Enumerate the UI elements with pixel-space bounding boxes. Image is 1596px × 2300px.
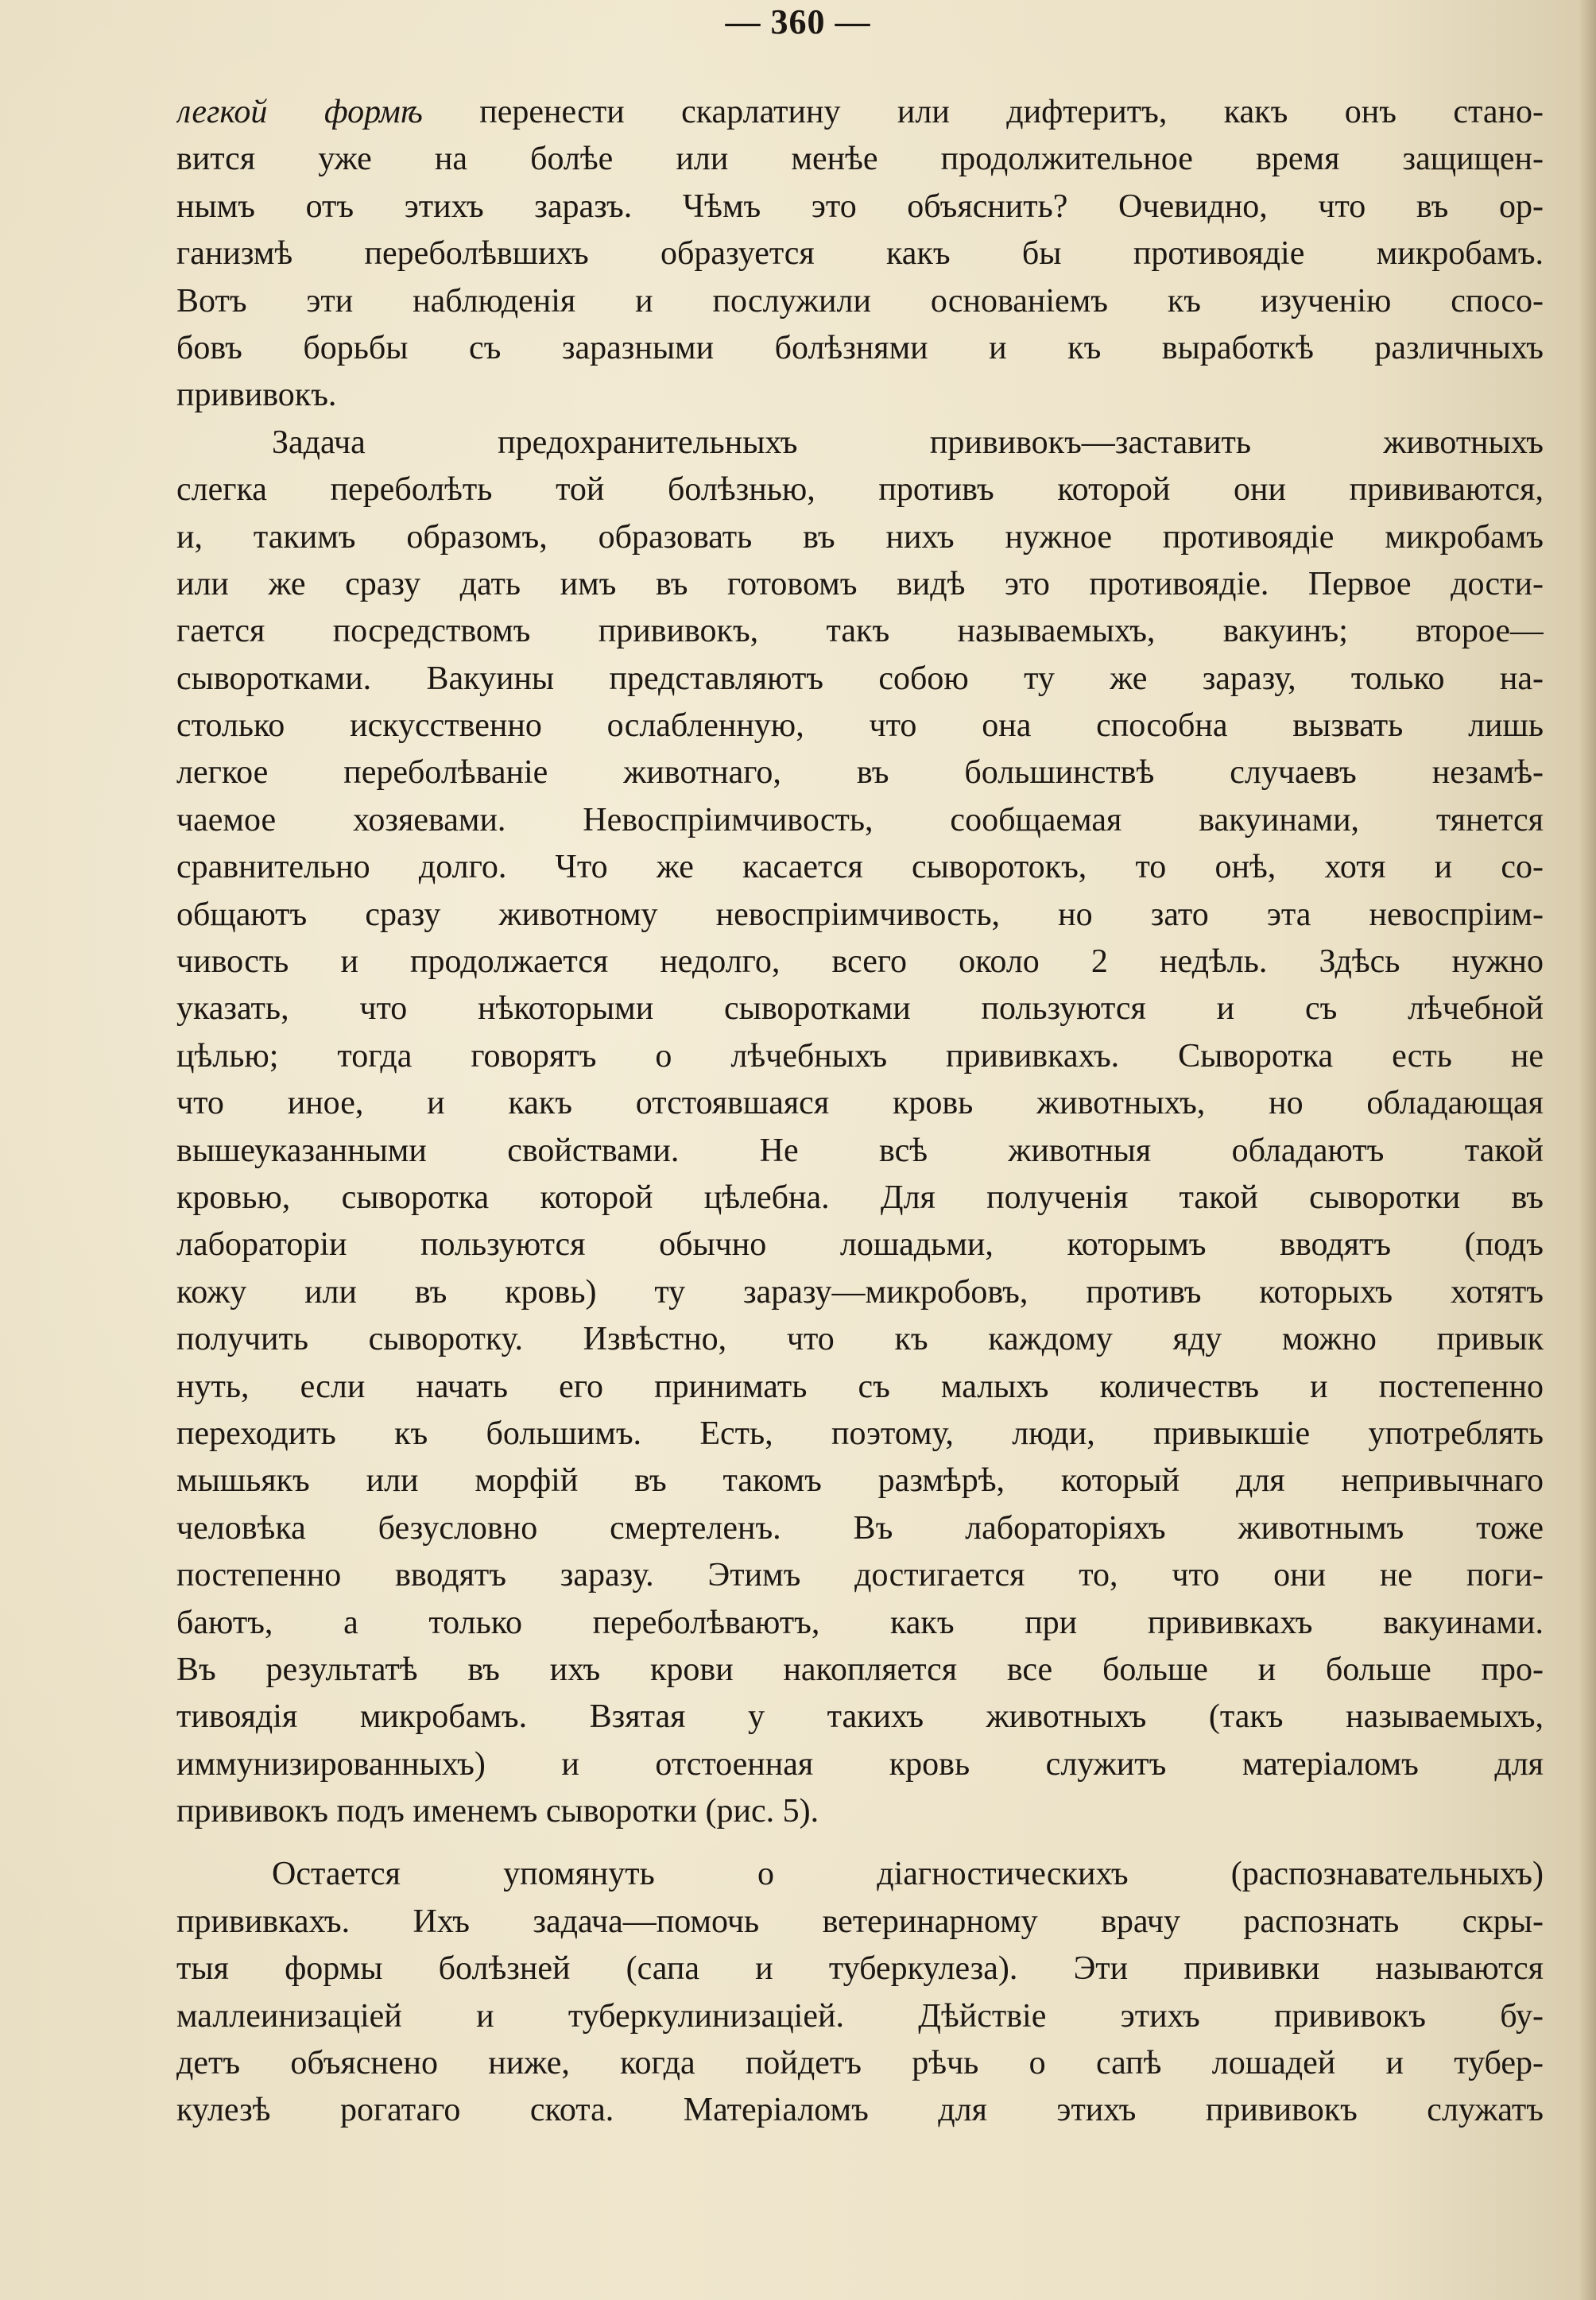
text-line: вышеуказанными свойствами. Не всѣ животныя обладаютъ такой: [176, 1132, 1544, 1169]
text-line: и, такимъ образомъ, образовать въ нихъ нужное противоядіе микробамъ: [176, 518, 1544, 556]
text-line: нуть, если начать его принимать съ малыхъ количествъ и постепенно: [176, 1368, 1544, 1405]
text-line: ганизмѣ переболѣвшихъ образуется какъ бы противоядіе микробамъ.: [176, 235, 1544, 273]
text-line: указать, что нѣкоторыми сыворотками пользуются и съ лѣчебной: [176, 990, 1544, 1028]
text-line: кожу или въ кровь) ту заразу—микробовъ, противъ которыхъ хотятъ: [176, 1273, 1544, 1311]
text-line: прививкахъ. Ихъ задача—помочь ветеринарному врачу распознать скры-: [176, 1903, 1544, 1940]
text-line: что иное, и какъ отстоявшаяся кровь животныхъ, но обладающая: [176, 1085, 1544, 1122]
text-line: Въ результатѣ въ ихъ крови накопляется все больше и больше про-: [176, 1651, 1544, 1688]
italic-phrase: легкой формѣ: [176, 94, 423, 130]
text-line: лабораторіи пользуются обычно лошадьми, которымъ вводятъ (подъ: [176, 1226, 1544, 1264]
text-line: маллеинизаціей и туберкулинизаціей. Дѣйствіе этихъ прививокъ бу-: [176, 1997, 1544, 2035]
text-line: сыворотками. Вакуины представляютъ собою ту же заразу, только на-: [176, 660, 1544, 697]
text-line: кровью, сыворотка которой цѣлебна. Для полученія такой сыворотки въ: [176, 1179, 1544, 1216]
text-line: гается посредствомъ прививокъ, такъ называемыхъ, вакуинъ; второе—: [176, 613, 1544, 650]
paragraph-1: [176, 89, 1544, 420]
page-edge-shadow: [1579, 0, 1596, 2300]
text-line: кулезѣ рогатаго скота. Матеріаломъ для этихъ прививокъ служатъ: [176, 2092, 1544, 2129]
text-line-content: перенести скарлатину или дифтеритъ, какъ онъ стано-: [422, 94, 1544, 130]
text-line: цѣлью; тогда говорятъ о лѣчебныхъ прививкахъ. Сыворотка есть не: [176, 1037, 1544, 1074]
text-line: прививокъ.: [176, 377, 337, 414]
text-line: иммунизированныхъ) и отстоенная кровь служитъ матеріаломъ для: [176, 1745, 1544, 1783]
text-line: переходить къ большимъ. Есть, поэтому, люди, привыкшіе употреблять: [176, 1415, 1544, 1452]
text-line: прививокъ подъ именемъ сыворотки (рис. 5).: [176, 1793, 819, 1830]
text-line: сравнительно долго. Что же касается сыворотокъ, то онѣ, хотя и со-: [176, 849, 1544, 886]
text-line: тыя формы болѣзней (сапа и туберкулеза). Эти прививки называются: [176, 1950, 1544, 1988]
text-line: нымъ отъ этихъ заразъ. Чѣмъ это объяснить? Очевидно, что въ ор-: [176, 188, 1544, 225]
text-line: слегка переболѣть той болѣзнью, противъ которой они прививаются,: [176, 471, 1544, 509]
text-line: тивоядія микробамъ. Взятая у такихъ животныхъ (такъ называемыхъ,: [176, 1698, 1544, 1736]
text-line: столько искусственно ослабленную, что она способна вызвать лишь: [176, 707, 1544, 745]
text-line: чаемое хозяевами. Невоспріимчивость, сообщаемая вакуинами, тянется: [176, 801, 1544, 838]
text-line: общаютъ сразу животному невоспріимчивость, но зато эта невоспріим-: [176, 896, 1544, 933]
text-line: мышьякъ или морфій въ такомъ размѣрѣ, который для непривычнаго: [176, 1462, 1544, 1500]
text-line: чивость и продолжается недолго, всего около 2 недѣль. Здѣсь нужно: [176, 943, 1544, 981]
paragraph-3: [176, 1851, 1544, 2134]
text-line: Остается упомянуть о діагностическихъ (распознавательныхъ): [272, 1856, 1544, 1893]
text-line: легкое переболѣваніе животнаго, въ большинствѣ случаевъ незамѣ-: [176, 754, 1544, 792]
text-line: бовъ борьбы съ заразными болѣзнями и къ выработкѣ различныхъ: [176, 329, 1544, 366]
text-line: человѣка безусловно смертеленъ. Въ лабораторіяхъ животнымъ тоже: [176, 1509, 1544, 1547]
paragraph-2: [176, 420, 1544, 1836]
text-line: постепенно вводятъ заразу. Этимъ достигается то, что они не поги-: [176, 1557, 1544, 1594]
text-line: вится уже на болѣе или менѣе продолжительное время защищен-: [176, 141, 1544, 178]
text-line: детъ объяснено ниже, когда пойдетъ рѣчь о сапѣ лошадей и тубер-: [176, 2045, 1544, 2082]
text-line: Задача предохранительныхъ прививокъ—заставить животныхъ: [272, 424, 1544, 461]
page-number: — 360 —: [725, 2, 871, 41]
text-line: или же сразу дать имъ въ готовомъ видѣ это противоядіе. Первое дости-: [176, 565, 1544, 602]
text-line: баютъ, а только переболѣваютъ, какъ при прививкахъ вакуинами.: [176, 1604, 1544, 1641]
text-line: [176, 89, 1544, 136]
text-line: получить сыворотку. Извѣстно, что къ каждому яду можно привык: [176, 1321, 1544, 1358]
text-line: Вотъ эти наблюденія и послужили основаніемъ къ изученію спосо-: [176, 282, 1544, 319]
text-column: [176, 89, 1544, 2135]
